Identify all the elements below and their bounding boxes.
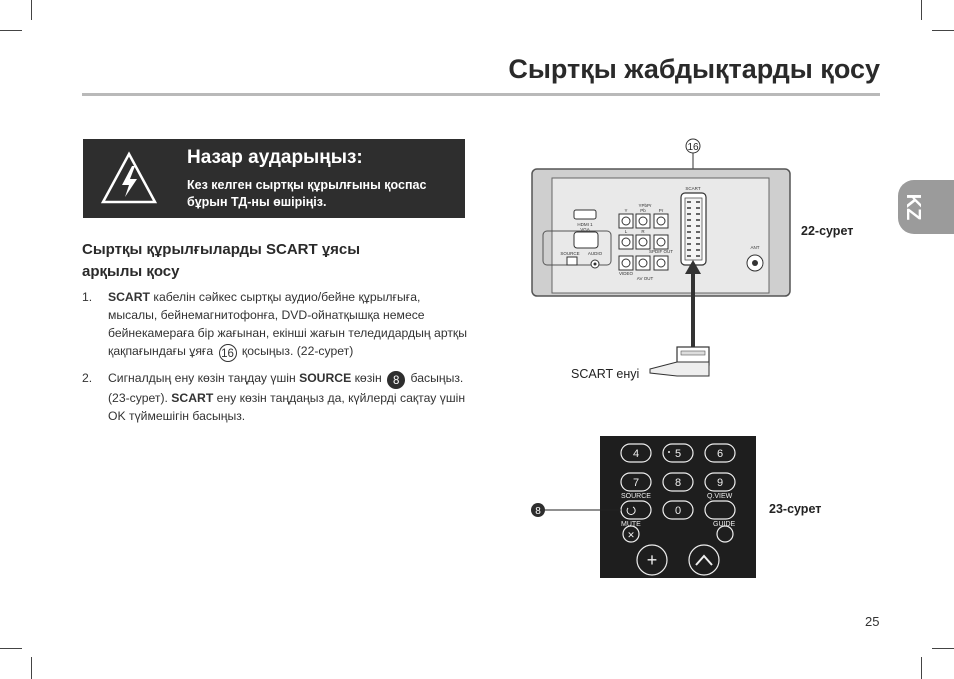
warning-box xyxy=(83,139,465,218)
crop-mark xyxy=(31,0,32,20)
tv-back-panel-figure xyxy=(525,132,795,382)
svg-text:SCART: SCART xyxy=(685,186,701,191)
svg-text:MUTE: MUTE xyxy=(621,521,641,528)
key-7: 7 xyxy=(632,477,640,489)
callout-ref: 8 xyxy=(387,371,405,389)
list-item xyxy=(82,288,472,362)
crop-mark xyxy=(921,0,922,20)
key-4: 4 xyxy=(632,448,640,460)
step-text: кабелін сәйкес сыртқы аудио/бейне құрылғыға, мысалы, бейнемагнитофонға, DVD-ойнатқышқа немесе бейнекамераға бір жағынан, екінші жағын теледидардың артқы қақпағындағы ұяға xyxy=(108,290,468,358)
crop-mark xyxy=(932,30,954,31)
step-bold: SCART xyxy=(108,290,150,304)
hdmi-port xyxy=(574,210,596,219)
warning-heading: Назар аударыңыз: xyxy=(187,147,363,168)
step-number: 1. xyxy=(82,290,93,304)
svg-text:AV OUT: AV OUT xyxy=(636,276,654,281)
title-rule xyxy=(82,93,880,96)
crop-mark xyxy=(932,648,954,649)
step-text: Сигналдың ену көзін таңдау үшін xyxy=(108,371,300,385)
svg-text:GUIDE: GUIDE xyxy=(713,521,736,528)
step-bold: SOURCE xyxy=(299,371,352,385)
svg-text:SPDIF OUT: SPDIF OUT xyxy=(648,249,674,254)
key-9: 9 xyxy=(716,477,724,489)
figure-23-caption: 23-сурет xyxy=(769,502,822,516)
instruction-list xyxy=(82,288,472,432)
callout-ref: 16 xyxy=(219,344,237,362)
svg-text:Q.VIEW: Q.VIEW xyxy=(707,493,733,500)
crop-mark xyxy=(0,648,22,649)
mute-icon: ✕ xyxy=(627,530,635,540)
svg-text:SOURCE: SOURCE xyxy=(621,493,651,500)
svg-text:L: L xyxy=(624,229,628,234)
step-bold: SCART xyxy=(171,391,214,405)
svg-text:HDMI 1: HDMI 1 xyxy=(577,222,593,227)
warning-text: Кез келген сыртқы құрылғыны қоспас бұрын ТД-ны өшіріңіз. xyxy=(187,178,427,209)
svg-text:ANT: ANT xyxy=(750,245,760,250)
vga-port xyxy=(574,232,598,248)
svg-text:Pr: Pr xyxy=(658,208,664,213)
step-text: басыңыз. (23-сурет). xyxy=(108,371,464,405)
svg-text:VIDEO: VIDEO xyxy=(618,271,634,276)
key-8: 8 xyxy=(674,477,682,489)
crop-mark xyxy=(0,30,22,31)
svg-text:Pb: Pb xyxy=(640,208,646,213)
svg-text:YPbPr: YPbPr xyxy=(638,203,652,208)
page-number: 25 xyxy=(865,614,880,629)
step-number: 2. xyxy=(82,371,93,385)
section-heading: Сыртқы құрылғыларды SCART ұясы арқылы қосу xyxy=(82,241,361,280)
svg-text:AUDIO: AUDIO xyxy=(587,251,603,256)
scart-input-label: SCART енуі xyxy=(571,367,640,381)
step-text: көзін xyxy=(351,371,382,385)
svg-text:SOURCE: SOURCE xyxy=(560,251,580,256)
crop-mark xyxy=(921,657,922,679)
language-tab-label: KZ xyxy=(902,193,925,221)
page-title: Сыртқы жабдықтарды қосу xyxy=(508,54,880,84)
remote-control-figure xyxy=(527,436,759,578)
rca-connectors xyxy=(619,214,668,270)
key-0: 0 xyxy=(674,505,682,517)
high-voltage-warning-icon xyxy=(100,151,158,205)
figure-22-caption: 22-сурет xyxy=(801,224,854,238)
crop-mark xyxy=(31,657,32,679)
plus-icon: + xyxy=(646,550,658,570)
step-text: ену көзін таңдаңыз да, күйлерді сақтау үшін OK түймешігін басыңыз. xyxy=(108,391,466,423)
svg-text:R: R xyxy=(641,229,645,234)
key-6: 6 xyxy=(716,448,724,460)
list-item xyxy=(82,369,472,425)
svg-text:VGA: VGA xyxy=(580,227,590,232)
callout-16-label: 16 xyxy=(687,142,699,153)
svg-text:Y: Y xyxy=(624,208,628,213)
callout-8-label: 8 xyxy=(535,506,541,517)
step-text: қосыңыз. (22-сурет) xyxy=(238,344,354,358)
key-5: 5 xyxy=(674,448,682,460)
